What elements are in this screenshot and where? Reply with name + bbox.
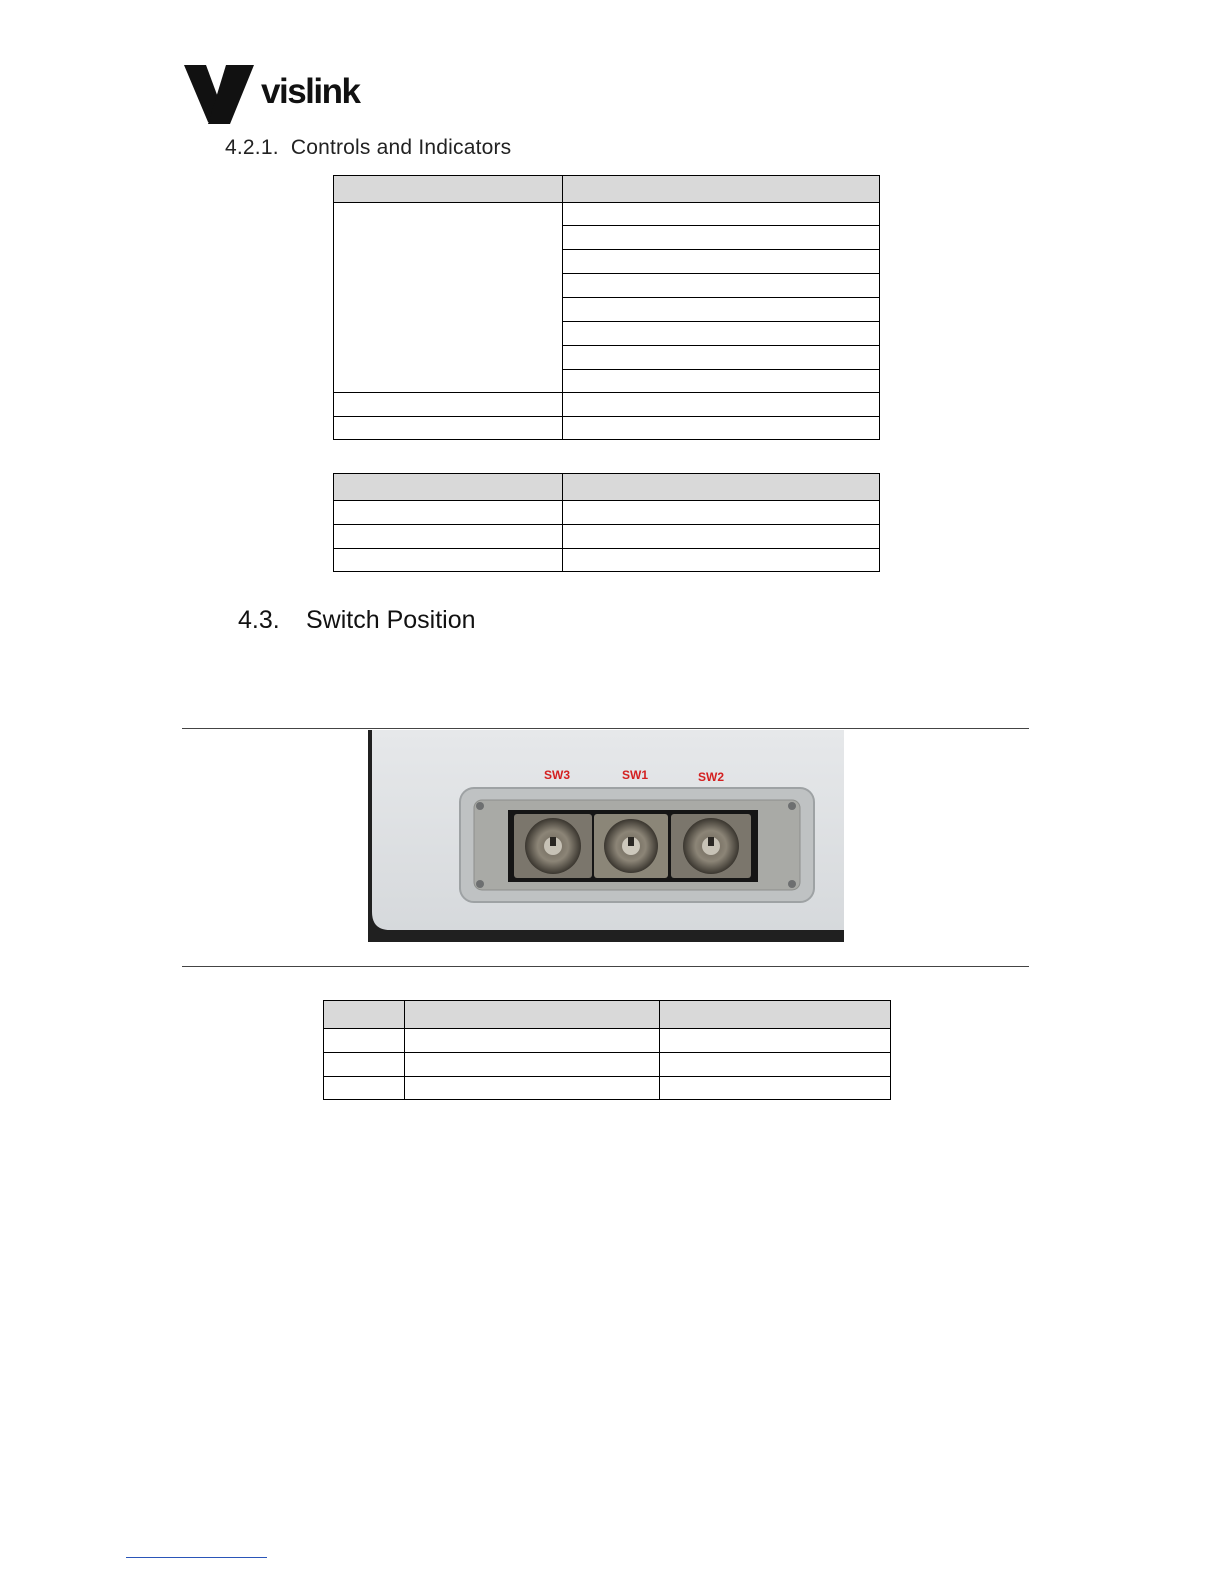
table-row bbox=[334, 525, 880, 549]
logo-wordmark: vislink bbox=[261, 72, 360, 111]
table-row bbox=[334, 393, 880, 417]
subsection-number: 4.2.1. bbox=[225, 136, 279, 159]
table-row bbox=[324, 1077, 891, 1100]
switch-table bbox=[323, 1000, 891, 1100]
subsection-title: Controls and Indicators bbox=[290, 136, 512, 159]
sw1-label: SW1 bbox=[622, 768, 649, 782]
table-row bbox=[334, 203, 880, 226]
section-heading bbox=[238, 606, 476, 635]
figure-bottom-rule bbox=[182, 966, 1029, 967]
indicator-table bbox=[333, 473, 880, 572]
controls-table bbox=[333, 175, 880, 440]
subsection-heading bbox=[225, 136, 511, 160]
section-number: 4.3. bbox=[238, 606, 280, 634]
switch-panel-photo bbox=[368, 730, 844, 942]
figure-top-rule bbox=[182, 728, 1029, 729]
table-row bbox=[324, 1053, 891, 1077]
footer-link[interactable] bbox=[126, 1557, 267, 1558]
table-header-row bbox=[334, 474, 880, 501]
table-row bbox=[334, 501, 880, 525]
table-row bbox=[324, 1029, 891, 1053]
table-row bbox=[334, 549, 880, 572]
table-row bbox=[334, 417, 880, 440]
sw2-label: SW2 bbox=[698, 770, 725, 784]
section-title: Switch Position bbox=[306, 606, 476, 634]
sw3-label: SW3 bbox=[544, 768, 571, 782]
table-header-row bbox=[324, 1001, 891, 1029]
merged-cell bbox=[334, 203, 563, 393]
table-header-row bbox=[334, 176, 880, 203]
